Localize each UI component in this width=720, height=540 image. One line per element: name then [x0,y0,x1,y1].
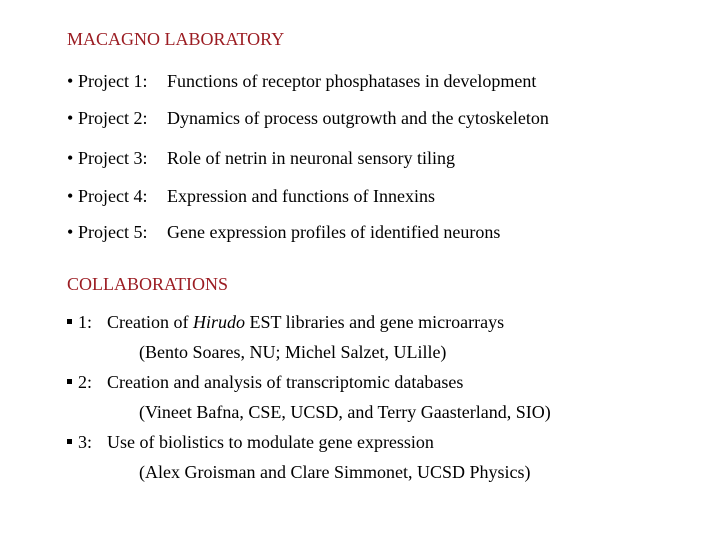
bullet-icon: • [67,148,74,168]
project-label: Project 1: [78,71,148,91]
project-label: Project 2: [78,108,148,128]
collab-label: 1: [78,312,93,332]
collaborations-heading: COLLABORATIONS [67,274,229,294]
project-text: Dynamics of process outgrowth and the cytoskeleton [167,108,549,128]
bullet-icon: • [67,186,74,206]
project-label: Project 5: [78,222,148,242]
bullet-icon: • [67,222,74,242]
collab-text-post: EST libraries and gene microarrays [245,312,505,332]
collab-label: 2: [78,372,93,392]
collab-text-pre: Creation and analysis of transcriptomic databases [107,372,464,392]
square-bullet-icon [67,439,72,444]
collaboration-item-2 [67,372,463,393]
project-text: Gene expression profiles of identified neurons [167,222,501,242]
bullet-icon: • [67,108,74,128]
project-item-5 [67,222,500,243]
bullet-icon: • [67,71,74,91]
project-item-3 [67,148,455,169]
collab-label: 3: [78,432,93,452]
collab-text-pre: Creation of [107,312,193,332]
collab-text-pre: Use of biolistics to modulate gene expression [107,432,434,452]
project-text: Role of netrin in neuronal sensory tiling [167,148,455,168]
project-label: Project 4: [78,186,148,206]
project-item-2 [67,108,549,129]
collaboration-item-3 [67,432,434,453]
collaboration-item-1 [67,312,504,333]
collaboration-people-2: (Vineet Bafna, CSE, UCSD, and Terry Gaasterland, SIO) [139,402,551,422]
lab-title: MACAGNO LABORATORY [67,29,285,49]
square-bullet-icon [67,379,72,384]
collaboration-people-1: (Bento Soares, NU; Michel Salzet, ULille) [139,342,447,362]
project-item-4 [67,186,435,207]
collaboration-people-3: (Alex Groisman and Clare Simmonet, UCSD Physics) [139,462,531,482]
collab-text-italic: Hirudo [192,312,245,332]
project-label: Project 3: [78,148,148,168]
project-text: Expression and functions of Innexins [167,186,435,206]
square-bullet-icon [67,319,72,324]
project-item-1 [67,71,536,92]
project-text: Functions of receptor phosphatases in development [167,71,537,91]
